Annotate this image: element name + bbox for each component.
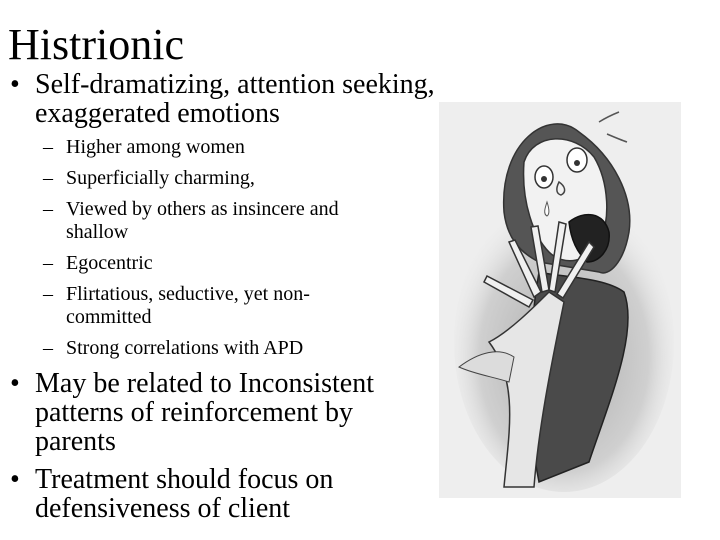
dash-icon: – [43,167,53,189]
sub-bullet-text-line: Viewed by others as insincere and [66,198,339,220]
bullet-text-line: parents [35,426,116,457]
dash-icon: – [43,252,53,274]
sub-bullet-text-line: committed [66,306,152,328]
slide-title: Histrionic [8,20,184,69]
bullet-text-line: Treatment should focus on [35,464,334,495]
sub-bullet-text-line: Strong correlations with APD [66,337,304,359]
sub-bullet-text-line: Higher among women [66,136,245,158]
bullet-list [0,70,445,523]
bullet-text-line: patterns of reinforcement by [35,397,353,428]
bullet-text-line: defensiveness of client [35,493,291,524]
sub-bullet-item [0,252,445,275]
bullet-item [0,70,445,128]
bullet-icon: • [10,368,20,399]
dash-icon: – [43,283,53,305]
sub-bullet-item [0,337,445,360]
sub-bullet-item [0,283,445,329]
bullet-item [0,465,445,523]
caricature-illustration [439,102,681,498]
sub-bullet-item [0,136,445,159]
dash-icon: – [43,198,53,220]
bullet-text-line: exaggerated emotions [35,98,280,129]
sub-bullet-item [0,198,445,244]
sub-bullet-text-line: shallow [66,221,129,243]
dash-icon: – [43,337,53,359]
bullet-icon: • [10,464,20,495]
sub-bullet-item [0,167,445,190]
bullet-text-line: May be related to Inconsistent [35,368,375,399]
sub-bullet-text-line: Flirtatious, seductive, yet non- [66,283,310,305]
dash-icon: – [43,136,53,158]
sub-bullet-text-line: Superficially charming, [66,167,255,189]
bullet-icon: • [10,69,20,100]
bullet-text-line: Self-dramatizing, attention seeking, [35,69,435,100]
sub-bullet-text-line: Egocentric [66,252,153,274]
bullet-item [0,369,445,456]
